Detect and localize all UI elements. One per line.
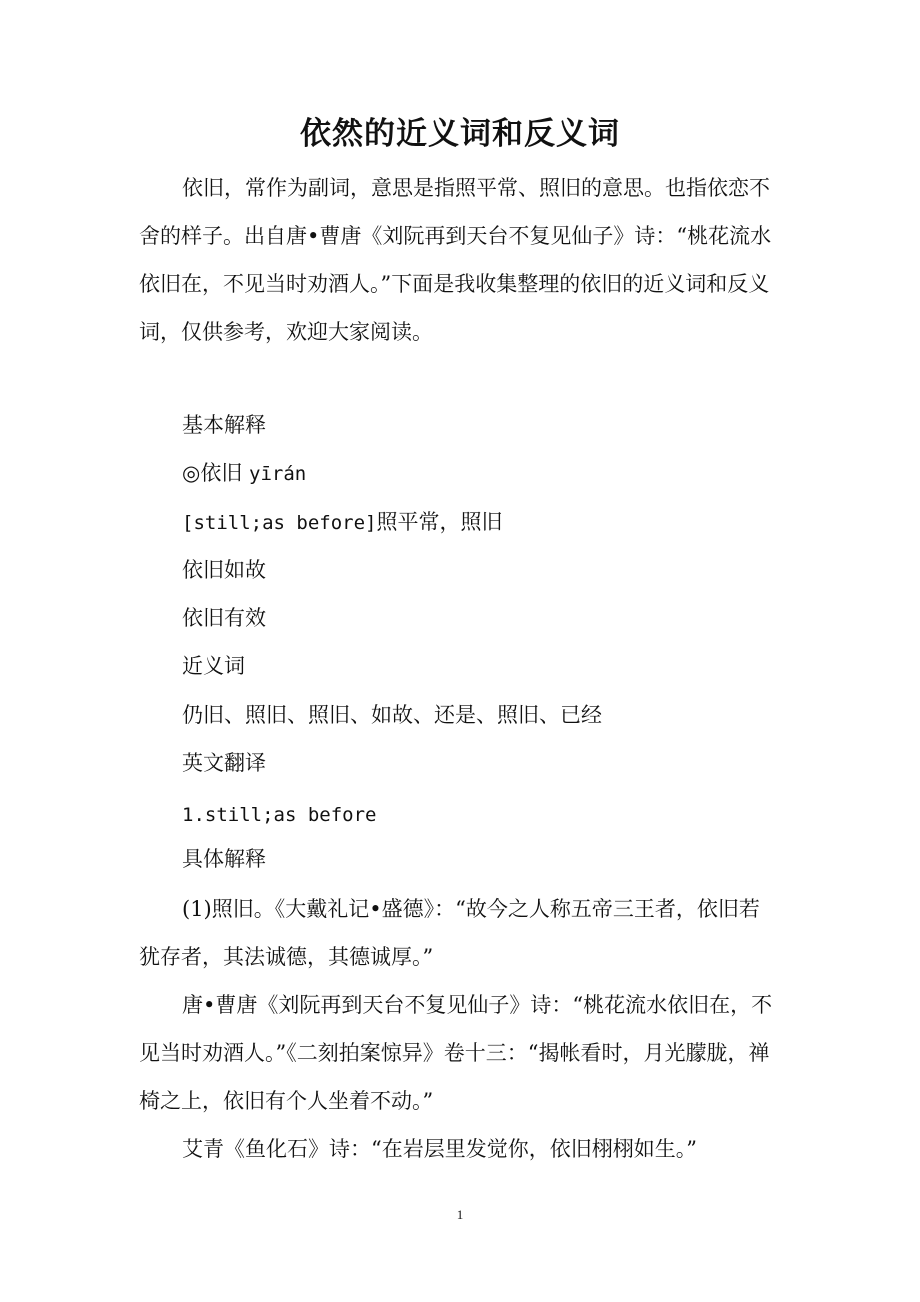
page-number: 1 [456, 1207, 464, 1222]
synonyms-heading: 近义词 [182, 654, 245, 678]
detail-paragraph-1: (1)照旧。《大戴礼记•盛德》：“故今之人称五帝三王者，依旧若犹存者，其法诚德，其德诚厚。” [139, 897, 760, 969]
detail-paragraph-3: 艾青《鱼化石》诗：“在岩层里发觉你，依旧栩栩如生。” [182, 1137, 697, 1161]
english-item: 1.still;as before [182, 804, 377, 826]
detailed-heading: 具体解释 [182, 847, 266, 871]
intro-paragraph: 依旧，常作为副词，意思是指照平常、照旧的意思。也指依恋不舍的样子。出自唐•曹唐《刘阮再到天台不复见仙子》诗：“桃花流水依旧在，不见当时劝酒人。”下面是我收集整理的依旧的近义词和反义词，仅供参考，欢迎大家阅读。 [139, 176, 772, 344]
entry-line [182, 458, 306, 489]
definition-line [182, 507, 502, 538]
definition-en: [still;as before] [182, 512, 377, 534]
example-1: 依旧如故 [182, 558, 266, 582]
synonyms-list: 仍旧、照旧、照旧、如故、还是、照旧、已经 [182, 703, 602, 727]
detail-paragraph-2: 唐•曹唐《刘阮再到天台不复见仙子》诗：“桃花流水依旧在，不见当时劝酒人。”《二刻拍案惊异》卷十三：“揭帐看时，月光朦胧，禅椅之上，依旧有个人坐着不动。” [139, 993, 773, 1113]
entry-prefix: ◎依旧 [182, 461, 249, 485]
basic-heading: 基本解释 [182, 413, 266, 437]
document-title: 依然的近义词和反义词 [300, 116, 620, 152]
example-2: 依旧有效 [182, 606, 266, 630]
entry-pinyin: yīrán [249, 463, 307, 485]
english-heading: 英文翻译 [182, 751, 266, 775]
definition-cn: 照平常，照旧 [376, 510, 503, 534]
